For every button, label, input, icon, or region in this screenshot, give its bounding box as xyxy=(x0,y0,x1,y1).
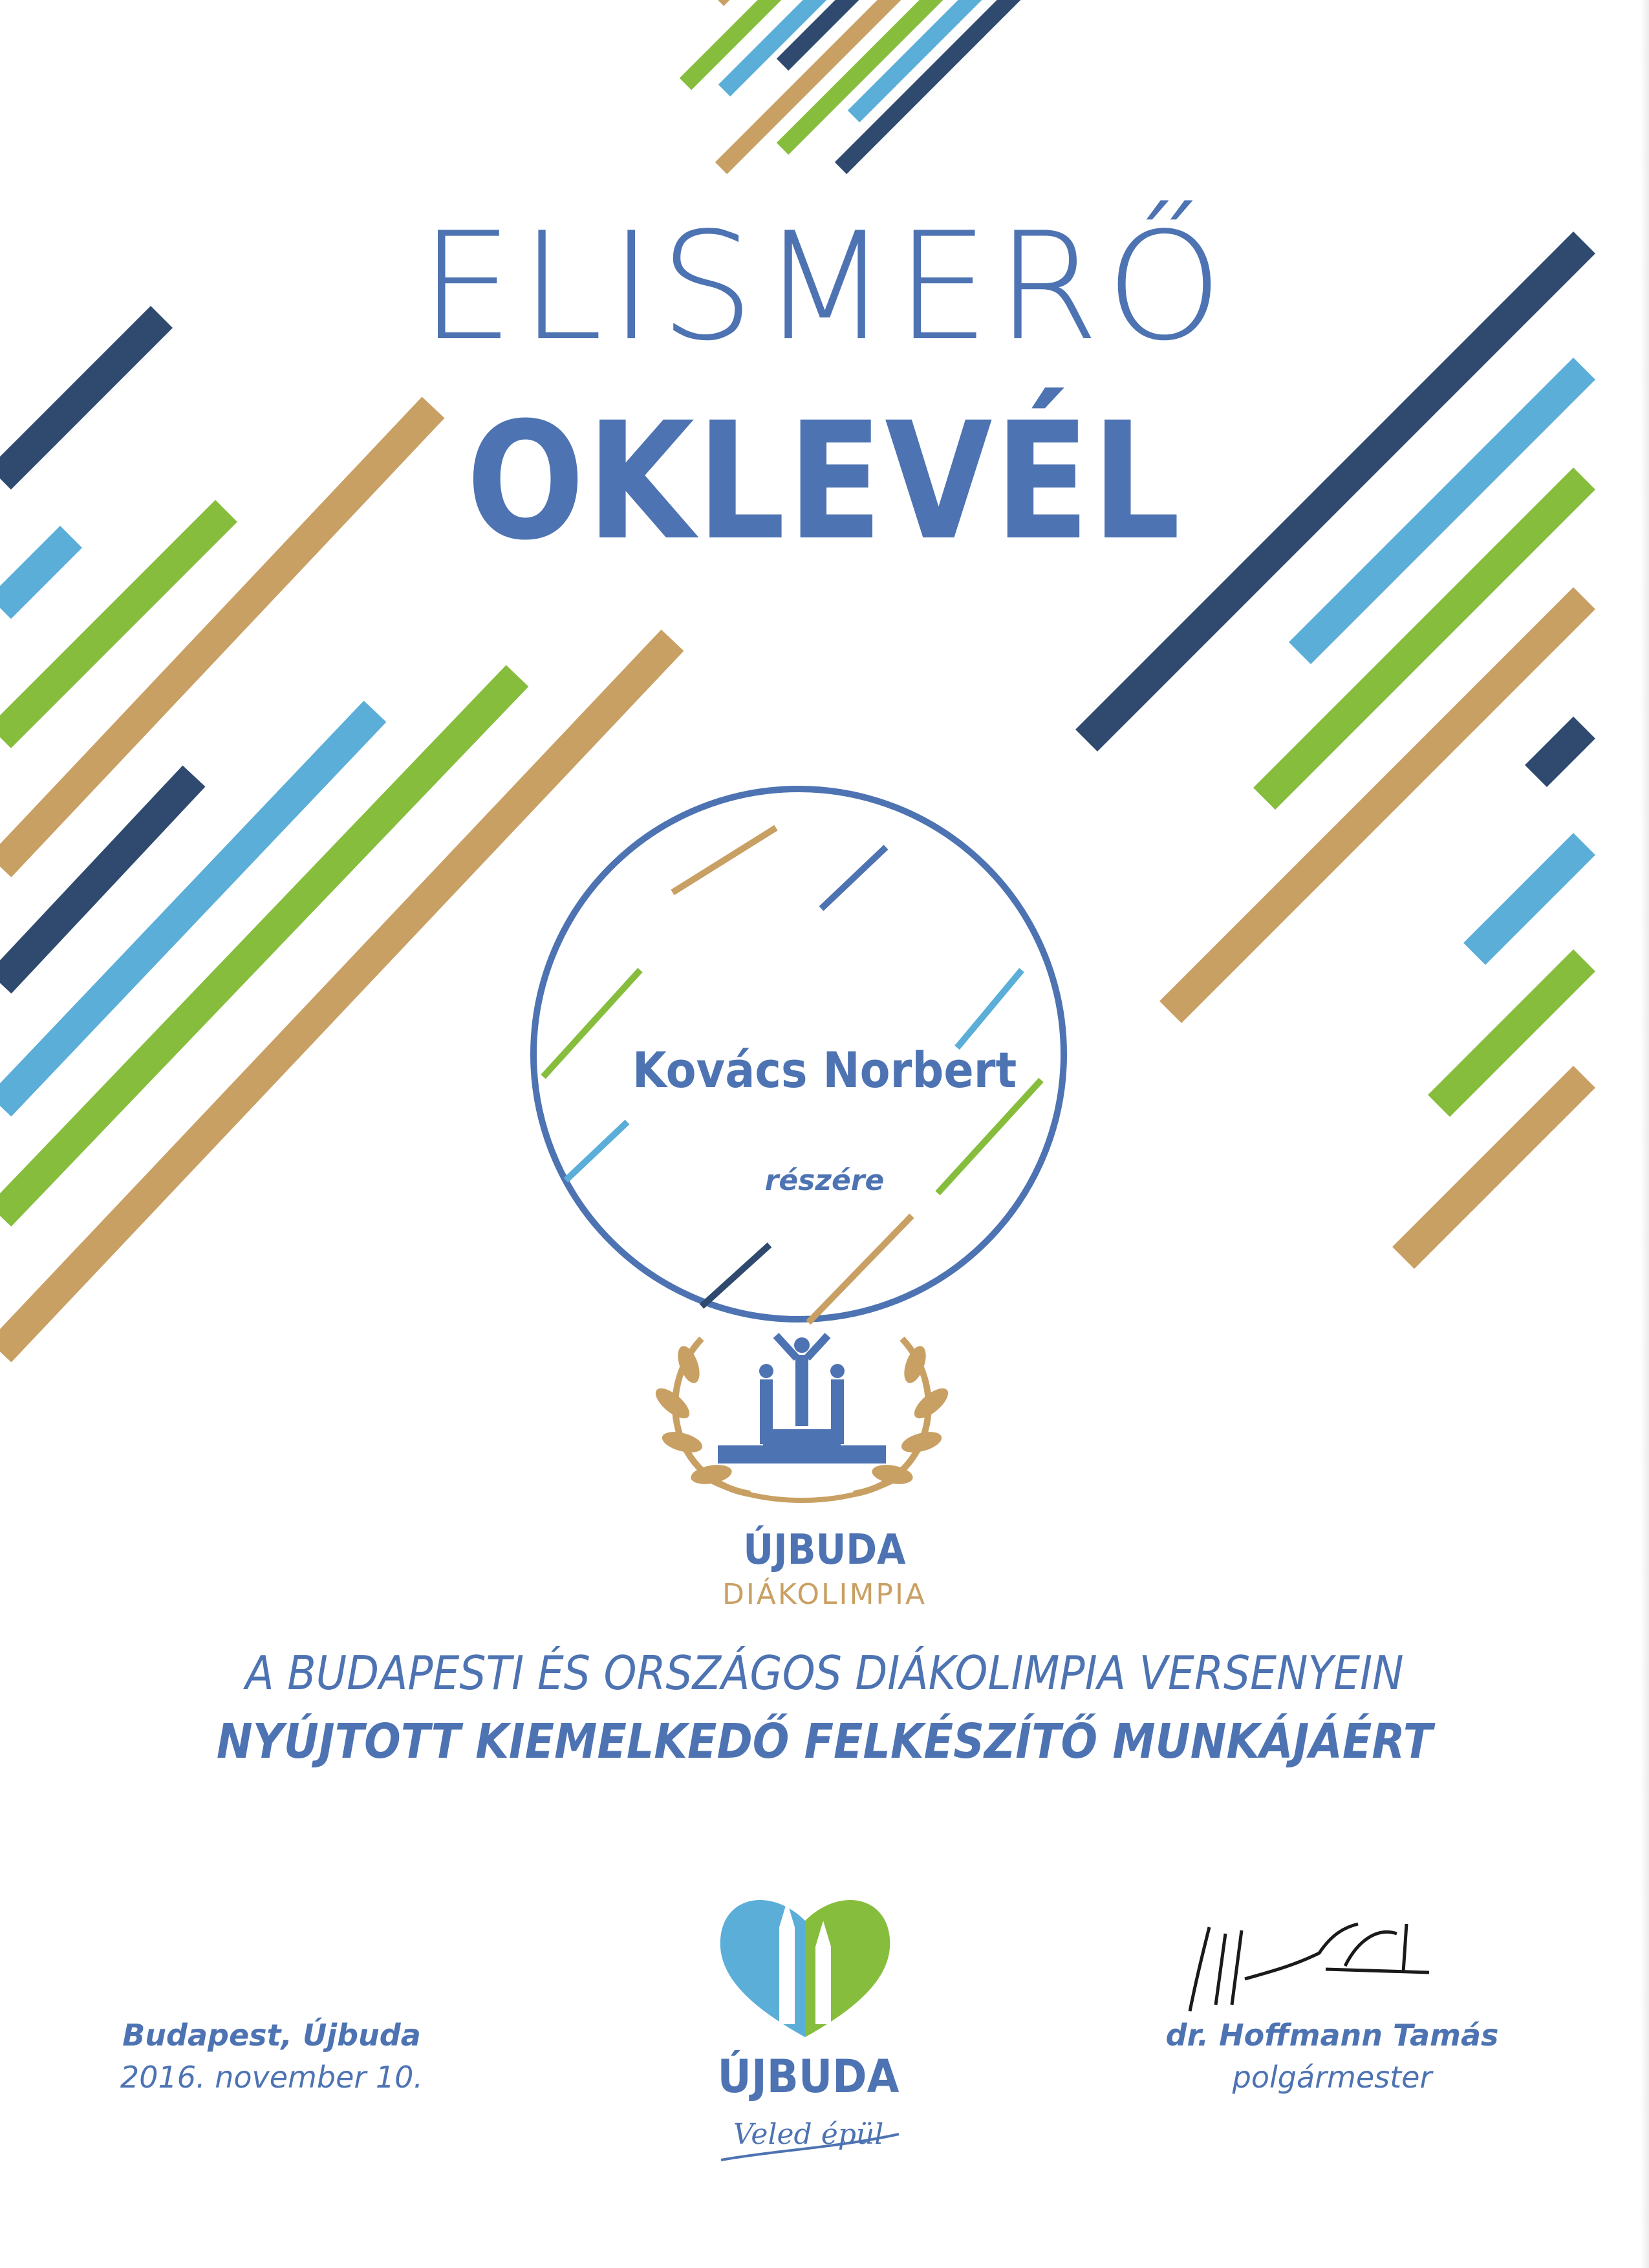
title-line-1: ELISMERŐ xyxy=(420,201,1229,374)
stripe xyxy=(1536,728,1584,776)
stripe xyxy=(0,676,517,1216)
citation-line-1: A BUDAPESTI ÉS ORSZÁGOS DIÁKOLIMPIA VERSENYEIN xyxy=(245,1646,1404,1700)
podium-laurel-icon xyxy=(651,1335,953,1500)
place: Budapest, Újbuda xyxy=(122,2018,421,2053)
event-logo-name: ÚJBUDA xyxy=(743,1526,906,1574)
recipient-name: Kovács Norbert xyxy=(632,1041,1017,1099)
stripe xyxy=(0,537,71,608)
event-logo-subtitle: DIÁKOLIMPIA xyxy=(722,1578,927,1611)
city-logo-slogan: Veled épül xyxy=(733,2118,884,2151)
recipient-for: részére xyxy=(764,1164,885,1197)
signer-name: dr. Hoffmann Tamás xyxy=(1165,2018,1499,2053)
title-line-2: OKLEVÉL xyxy=(466,387,1183,576)
stripe xyxy=(1170,598,1584,1012)
city-logo-name: ÚJBUDA xyxy=(717,2050,900,2103)
date: 2016. november 10. xyxy=(120,2060,424,2095)
signature xyxy=(1190,1924,1429,2011)
stripe xyxy=(1474,844,1584,954)
citation-line-2: NYÚJTOTT KIEMELKEDŐ FELKÉSZÍTŐ MUNKÁJÁÉRT xyxy=(216,1714,1433,1769)
heart-church-icon xyxy=(720,1900,890,2037)
signer-title: polgármester xyxy=(1232,2060,1432,2095)
